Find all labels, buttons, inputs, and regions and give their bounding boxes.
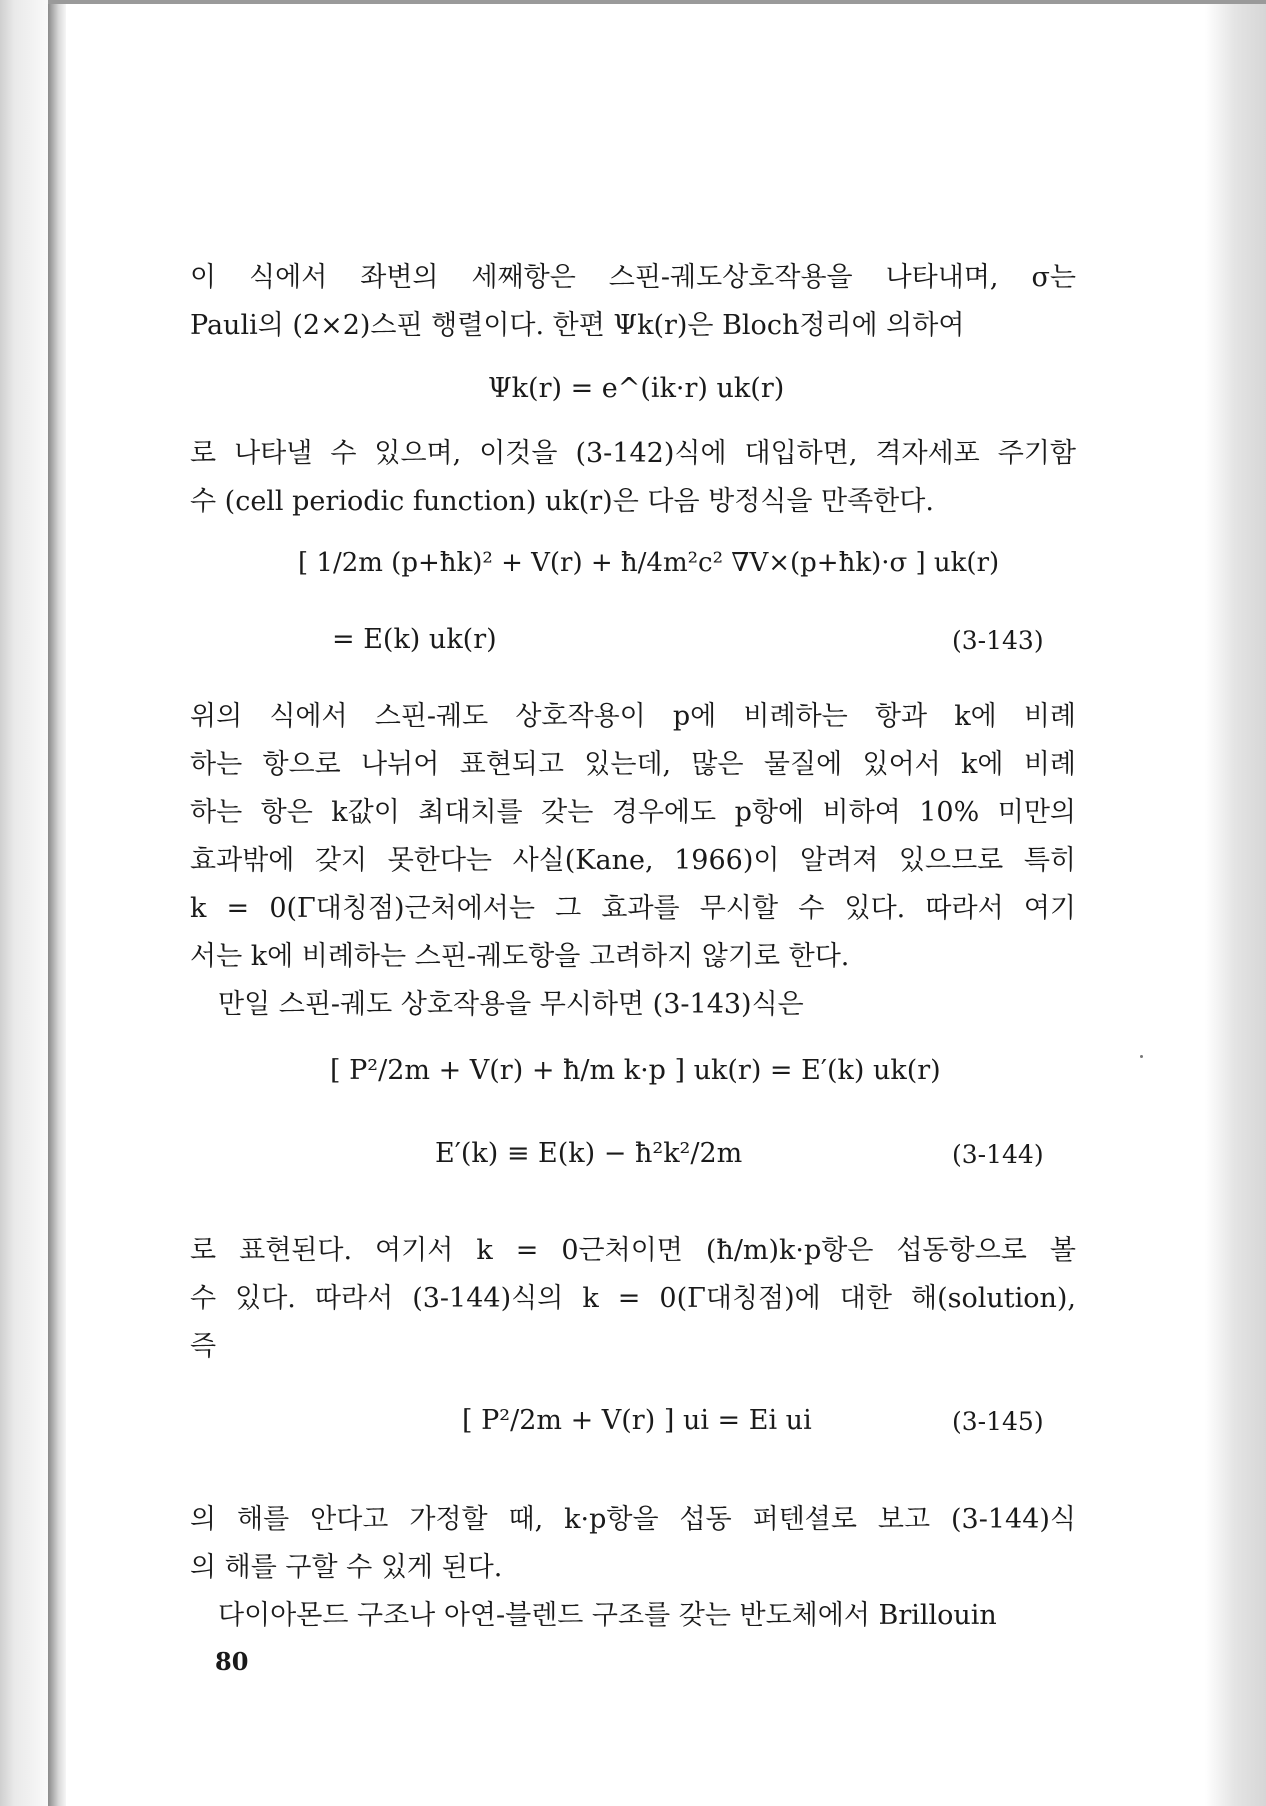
text-line: 로 표현된다. 여기서 k = 0근처이면 (ħ/m)k·p항은 섭동항으로 볼 bbox=[190, 1235, 1076, 1266]
paragraph-5 bbox=[190, 1496, 1076, 1640]
paragraph-2 bbox=[190, 430, 1076, 526]
text-line: 즉 bbox=[190, 1331, 217, 1362]
equation-number: (3-144) bbox=[952, 1140, 1044, 1169]
equation-3-144-line2: E′(k) ≡ E(k) − ħ²k²/2m bbox=[435, 1138, 743, 1169]
equation-bloch: Ψk(r) = e^(ik·r) uk(r) bbox=[488, 373, 785, 404]
text-line: 다이아몬드 구조나 아연-블렌드 구조를 갖는 반도체에서 Brillouin bbox=[218, 1600, 997, 1631]
text-line: 의 해를 안다고 가정할 때, k·p항을 섭동 퍼텐셜로 보고 (3-144)식 bbox=[190, 1504, 1076, 1535]
equation-3-143-line2: = E(k) uk(r) bbox=[332, 624, 497, 655]
text-line: 이 식에서 좌변의 세째항은 스핀-궤도상호작용을 나타내며, σ는 bbox=[190, 262, 1076, 293]
equation-3-145: [ P²/2m + V(r) ] ui = Ei ui bbox=[462, 1405, 812, 1436]
text-line: 로 나타낼 수 있으며, 이것을 (3-142)식에 대입하면, 격자세포 주기함 bbox=[190, 438, 1076, 469]
equation-number: (3-145) bbox=[952, 1407, 1044, 1436]
text-line: 하는 항은 k값이 최대치를 갖는 경우에도 p항에 비하여 10% 미만의 bbox=[190, 797, 1076, 828]
text-line: 만일 스핀-궤도 상호작용을 무시하면 (3-143)식은 bbox=[218, 989, 804, 1020]
text-line: 의 해를 구할 수 있게 된다. bbox=[190, 1552, 503, 1583]
text-line: 하는 항으로 나뉘어 표현되고 있는데, 많은 물질에 있어서 k에 비례 bbox=[190, 749, 1076, 780]
equation-3-143-line1: [ 1/2m (p+ħk)² + V(r) + ħ/4m²c² ∇V×(p+ħk)·σ ] uk(r) bbox=[298, 548, 1000, 578]
text-line: 수 (cell periodic function) uk(r)은 다음 방정식을 만족한다. bbox=[190, 486, 934, 517]
text-line: Pauli의 (2×2)스핀 행렬이다. 한편 Ψk(r)은 Bloch정리에 의하여 bbox=[190, 310, 965, 341]
text-line: 수 있다. 따라서 (3-144)식의 k = 0(Γ대칭점)에 대한 해(solution), bbox=[190, 1283, 1076, 1314]
page-number: 80 bbox=[215, 1647, 249, 1676]
text-line: 효과밖에 갖지 못한다는 사실(Kane, 1966)이 알려져 있으므로 특히 bbox=[190, 845, 1076, 876]
speck-mark bbox=[1140, 1055, 1143, 1058]
page-top-edge bbox=[48, 0, 1266, 4]
equation-number: (3-143) bbox=[952, 626, 1044, 655]
paragraph-1 bbox=[190, 254, 1076, 350]
text-line: 서는 k에 비례하는 스핀-궤도항을 고려하지 않기로 한다. bbox=[190, 941, 850, 972]
paragraph-3 bbox=[190, 693, 1076, 1029]
book-spine bbox=[48, 0, 66, 1806]
text-line: 위의 식에서 스핀-궤도 상호작용이 p에 비례하는 항과 k에 비례 bbox=[190, 701, 1076, 732]
equation-3-144-line1: [ P²/2m + V(r) + ħ/m k·p ] uk(r) = E′(k) uk(r) bbox=[330, 1055, 941, 1086]
text-line: k = 0(Γ대칭점)근처에서는 그 효과를 무시할 수 있다. 따라서 여기 bbox=[190, 893, 1076, 924]
paragraph-4 bbox=[190, 1227, 1076, 1371]
